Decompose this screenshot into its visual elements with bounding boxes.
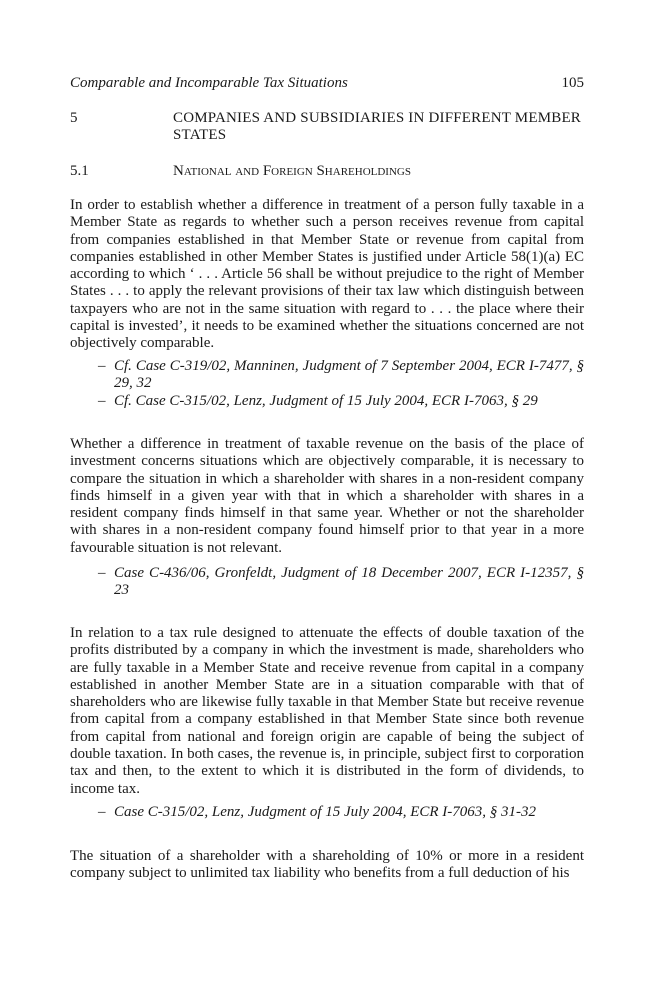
citation-item [70, 393, 584, 410]
citation-dash: – [98, 358, 106, 374]
running-title: Comparable and Incomparable Tax Situations [70, 75, 348, 91]
citation-list [70, 358, 584, 410]
citation-text: Cf. Case C-315/02, Lenz, Judgment of 15 July 2004, ECR I-7063, § 29 [114, 392, 538, 409]
citation-item [70, 565, 584, 600]
running-header [70, 74, 584, 92]
body-paragraph: The situation of a shareholder with a shareholding of 10% or more in a resident company subject to unlimited tax liability who benefits from a full deduction of his [70, 848, 584, 882]
section-heading [70, 110, 584, 144]
citation-item [70, 804, 584, 821]
citation-dash: – [98, 392, 106, 409]
citation-text: Cf. Case C-319/02, Manninen, Judgment of 7 September 2004, ECR I-7477, § 29, 32 [114, 358, 584, 392]
citation-list [70, 565, 584, 600]
page-number: 105 [561, 75, 584, 91]
citation-item [70, 358, 584, 393]
body-paragraph: In relation to a tax rule designed to attenuate the effects of double taxation of the profits distributed by a company in which the investment is made, shareholders who are fully taxable in a Member State and receive revenue from capital in a company established in another Member State are in a situation comparable with that of shareholders who are likewise fully taxable in that Member State but receive revenue from capital from a company established in that Member State since both revenue from capital from national and foreign origin are capable of being the subject of double taxation. In both cases, the revenue is, in principle, subject first to corporation tax and then, to the extent to which it is distributed in the form of dividends, to income tax. [70, 625, 584, 797]
section-number: 5 [70, 110, 78, 126]
subsection-number: 5.1 [70, 163, 89, 179]
body-paragraph: In order to establish whether a difference in treatment of a person fully taxable in a Member State as regards to whether such a person receives revenue from capital from companies established in that Member State or revenue from capital from companies established in other Member States is justified under Article 58(1)(a) EC according to which ‘ . . . Article 56 shall be without prejudice to the right of Member States . . . to apply the relevant provisions of their tax law which distinguish between taxpayers who are not in the same situation with regard to . . . the place where their capital is invested’, it needs to be examined whether the situations concerned are not objectively comparable. [70, 197, 584, 352]
section-title: COMPANIES AND SUBSIDIARIES IN DIFFERENT MEMBER STATES [173, 110, 582, 143]
citation-dash: – [98, 804, 106, 820]
citation-list [70, 804, 584, 821]
citation-dash: – [98, 565, 106, 581]
citation-text: Case C-436/06, Gronfeldt, Judgment of 18 December 2007, ECR I-12357, § 23 [114, 565, 584, 599]
subsection-title: National and Foreign Shareholdings [173, 163, 411, 179]
citation-text: Case C-315/02, Lenz, Judgment of 15 July 2004, ECR I-7063, § 31-32 [114, 804, 537, 820]
body-paragraph: Whether a difference in treatment of taxable revenue on the basis of the place of investment concerns situations which are objectively comparable, it is necessary to compare the situation in which a shareholder with shares in a non-resident company finds himself in a given year with that in which a shareholder with shares in a resident company finds himself in that same year. Whether or not the shareholder with shares in a non-resident company found himself prior to that year in a more favourable situation is not relevant. [70, 436, 584, 556]
subsection-heading [70, 163, 584, 180]
